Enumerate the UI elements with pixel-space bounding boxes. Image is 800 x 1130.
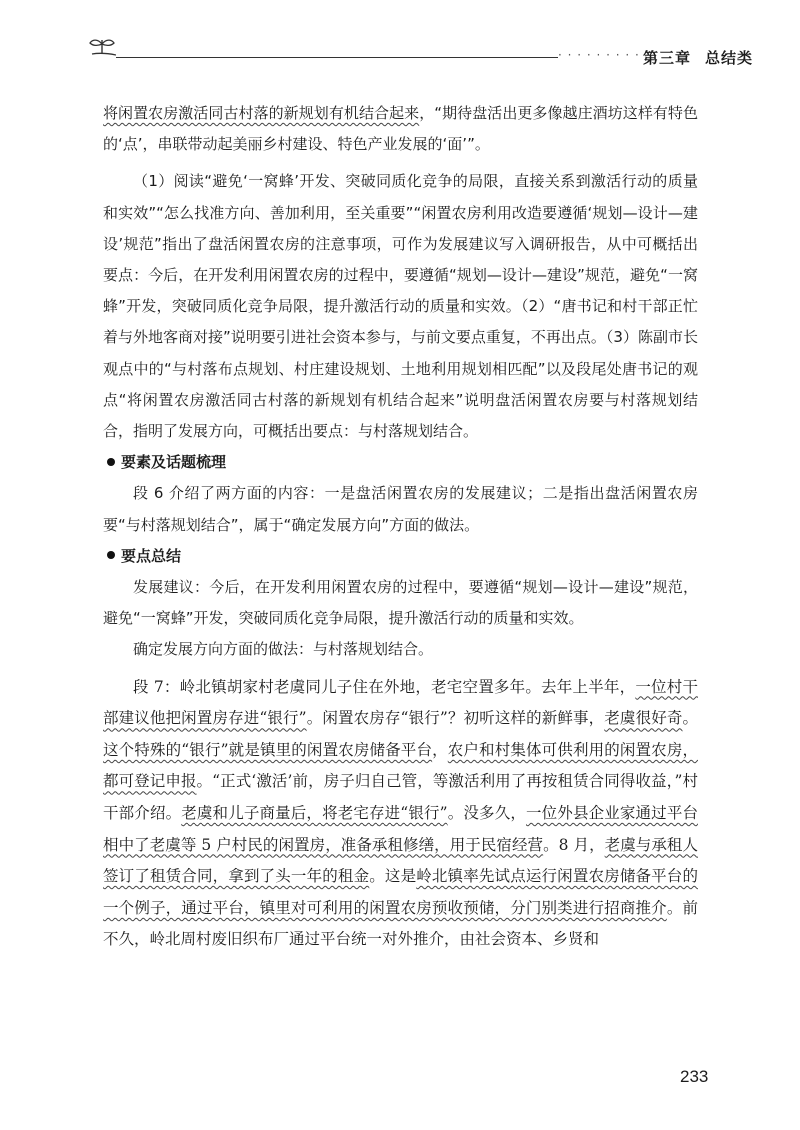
paragraph-text: 。“正式‘激活’前，房子归自己管，等激活利用了再按租赁合同得收益，”村干部介绍。	[103, 772, 698, 823]
bullet-dot-icon	[107, 551, 115, 559]
header-dotted-rule: · · · · · · · · ·	[558, 48, 640, 62]
paragraph-4: 发展建议：今后，在开发利用闲置农房的过程中，要遵循“规划—设计—建设”规范，避免“一窝蜂”开发，突破同质化竞争局限，提升激活行动的质量和实效。	[103, 578, 698, 628]
paragraph-text: ，“期待盘活出更多像越庄酒坊这样有特色的‘点’，串联带动起美丽乡村建设、特色产业发展的‘面’”。	[103, 104, 698, 154]
paragraph-3: 段 6 介绍了两方面的内容：一是盘活闲置农房的发展建议；二是指出盘活闲置农房要“与村落规划结合”，属于“确定发展方向”方面的做法。	[103, 484, 698, 534]
bullet-heading-2	[103, 541, 698, 572]
paragraph-text: 。8 月，	[543, 835, 605, 854]
underlined-text: 老虞和儿子商量后，将老宅存进“银行”	[181, 804, 448, 823]
bullet-text: 要素及话题梳理	[121, 453, 227, 472]
underlined-text: 岭北镇率先试点运行闲置农房储备平台的一个例子，通过平台，镇里对可利用的闲置农房预收预储，分门别类进行招商推介	[103, 867, 698, 917]
page-header	[88, 30, 768, 70]
underlined-text: 一位村干部建议他把闲置房存进“银行”	[103, 677, 698, 728]
header-rule	[116, 57, 558, 58]
bullet-text: 要点总结	[121, 546, 182, 565]
underlined-text: 这个特殊的“银行”就是镇里的闲置农房储备平台	[103, 740, 433, 759]
chapter-number: 第三章	[643, 49, 692, 67]
underlined-text: 老虞很好奇	[604, 709, 683, 728]
paragraph-text: 。	[682, 709, 698, 728]
paragraph-2: （1）阅读“避免‘一窝蜂’开发、突破同质化竞争的局限，直接关系到激活行动的质量和实效”“怎么找准方向、善加利用，至关重要”“闲置农房利用改造要遵循‘规划—设计—建设’规范”指出了盘活闲置农房的注意事项，可作为发展建议写入调研报告，从中可概括出要点：今后，在开发利用闲置农房的过程中，要遵循“规划—设计—建设”规范，避免“一窝蜂”开发，突破同质化竞争局限，提升激活行动的质量和实效。（2）“唐书记和村干部正忙着与外地客商对接”说明要引进社会资本参与，与前文要点重复，不再出点。（3）陈副市长观点中的“与村落布点规划、村庄建设规划、土地利用规划相匹配”以及段尾处唐书记的观点“将闲置农房激活同古村落的新规划有机结合起来”说明盘活闲置农房要与村落规划结合，指明了发展方向，可概括出要点：与村落规划结合。	[103, 172, 698, 441]
paragraph-text: 段 7：岭北镇胡家村老虞同儿子住在外地，老宅空置多年。去年上半年，	[133, 677, 636, 696]
leaf-logo-icon	[88, 34, 116, 56]
paragraph-1	[103, 98, 698, 160]
bullet-heading-1	[103, 447, 698, 478]
paragraph-6	[103, 672, 698, 956]
chapter-title	[643, 47, 768, 68]
underlined-text: 老虞与承租人签订了租赁合同，拿到了头一年的租金	[103, 835, 698, 886]
chapter-section: 总结类	[705, 49, 754, 67]
paragraph-text: 。闲置农房存“银行”？初听这样的新鲜事，	[306, 709, 605, 728]
paragraph-text: 。没多久，	[447, 804, 526, 823]
paragraph-5: 确定发展方向方面的做法：与村落规划结合。	[133, 640, 434, 659]
page-number: 233	[680, 1067, 709, 1086]
page-body	[103, 98, 698, 956]
bullet-dot-icon	[107, 458, 115, 466]
paragraph-text: 。这是	[369, 867, 417, 886]
underlined-text: 将闲置农房激活同古村落的新规划有机结合起来	[103, 104, 420, 122]
paragraph-text: 。前不久，岭北周村废旧织布厂通过平台统一对外推介，由社会资本、乡贤和	[103, 898, 698, 949]
underlined-text: 农户和村集体可供利用的闲置农房，都可登记申报	[103, 740, 698, 791]
underlined-text: 一位外县企业家通过平台相中了老虞等 5 户村民的闲置房，准备承租修缮，用于民宿经营	[103, 804, 698, 854]
paragraph-text: ，	[432, 740, 448, 759]
